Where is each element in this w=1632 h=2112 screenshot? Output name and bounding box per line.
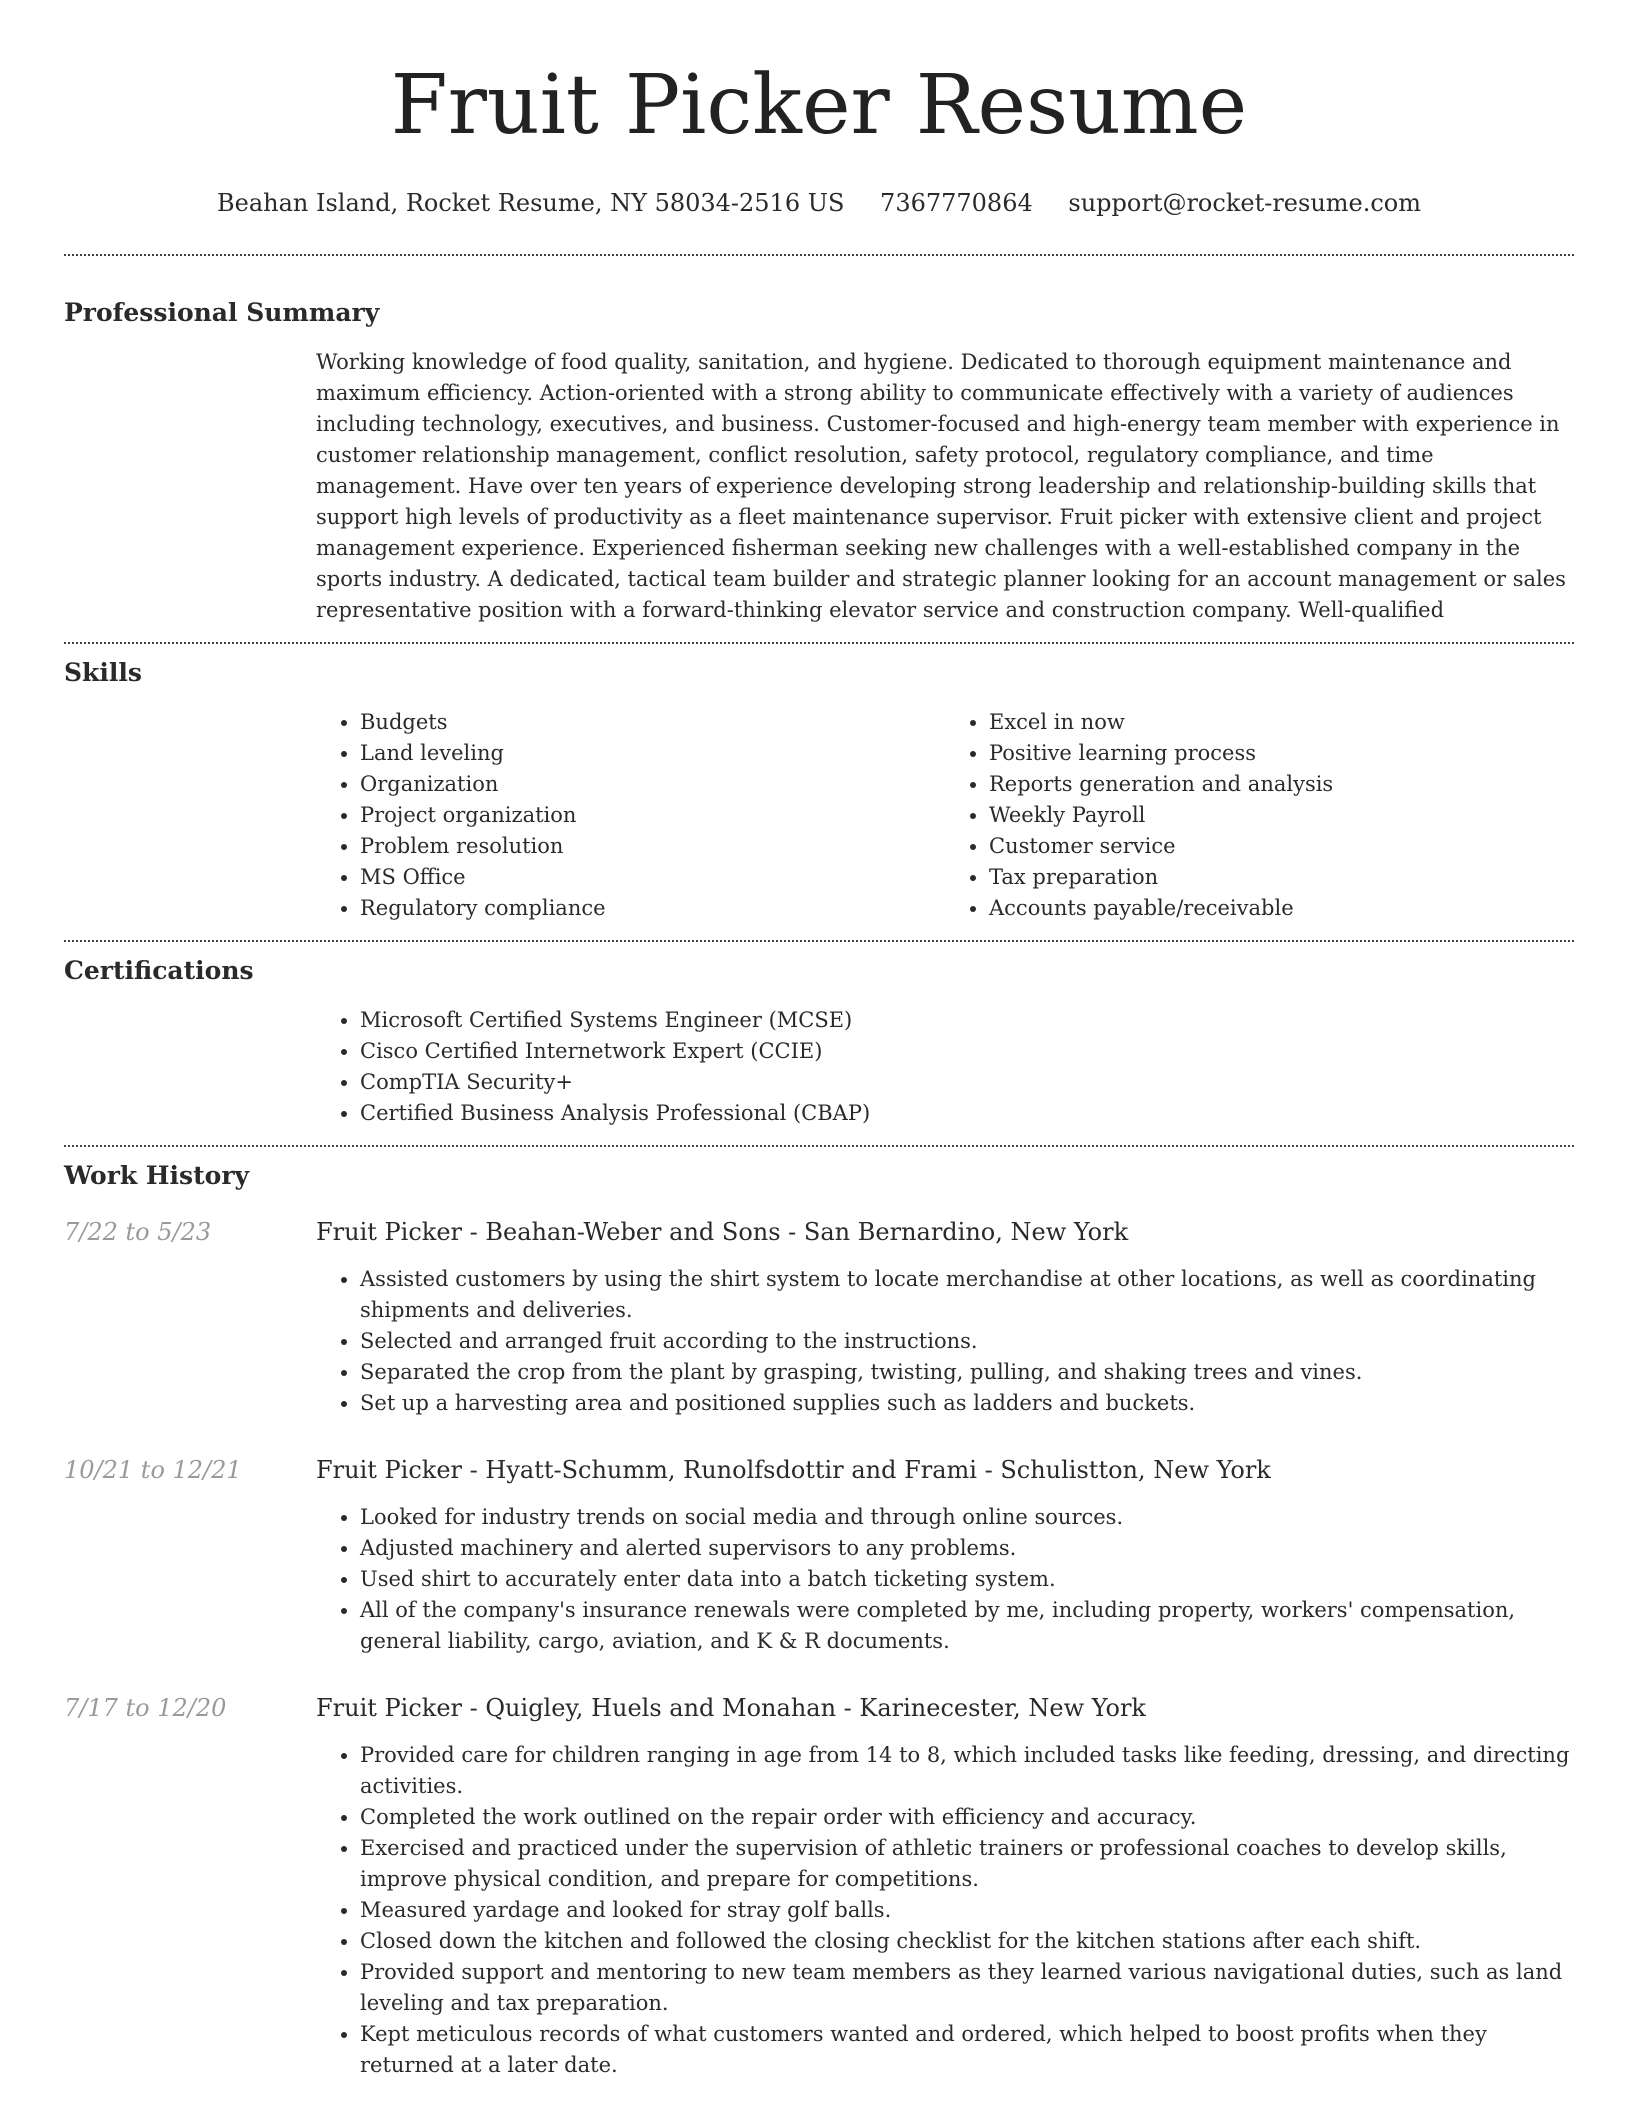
job-duties bbox=[316, 1264, 1574, 1419]
job-title: Fruit Picker - Beahan-Weber and Sons - San Bernardino, New York bbox=[316, 1218, 1129, 1246]
divider bbox=[64, 1145, 1574, 1147]
job-duties bbox=[316, 1740, 1574, 2081]
skill-item: • Excel in now bbox=[989, 707, 1574, 738]
job-title: Fruit Picker - Hyatt-Schumm, Runolfsdottir and Frami - Schulistton, New York bbox=[316, 1456, 1271, 1484]
skill-item: • MS Office bbox=[360, 862, 945, 893]
job-bullet: • Provided support and mentoring to new team members as they learned various navigational duties, such as land leveling and tax preparation. bbox=[360, 1957, 1574, 2019]
skill-item: • Problem resolution bbox=[360, 831, 945, 862]
job-dates: 7/22 to 5/23 bbox=[64, 1218, 212, 1246]
job-bullet: • Closed down the kitchen and followed the closing checklist for the kitchen stations after each shift. bbox=[360, 1926, 1574, 1957]
job-bullet: • All of the company's insurance renewals were completed by me, including property, workers' compensation, general liability, cargo, aviation, and K & R documents. bbox=[360, 1595, 1574, 1657]
job-title: Fruit Picker - Quigley, Huels and Monahan - Karinecester, New York bbox=[316, 1694, 1146, 1722]
skill-item: • Weekly Payroll bbox=[989, 800, 1574, 831]
contact-address: Beahan Island, Rocket Resume, NY 58034-2516 US bbox=[216, 189, 845, 217]
summary-heading: Professional Summary bbox=[64, 298, 380, 327]
job-bullet: • Looked for industry trends on social media and through online sources. bbox=[360, 1502, 1574, 1533]
skill-item: • Regulatory compliance bbox=[360, 893, 945, 924]
job-bullet: • Used shirt to accurately enter data into a batch ticketing system. bbox=[360, 1564, 1574, 1595]
summary-section bbox=[64, 296, 1574, 626]
job-bullet: • Adjusted machinery and alerted supervisors to any problems. bbox=[360, 1533, 1574, 1564]
job-bullet: • Measured yardage and looked for stray golf balls. bbox=[360, 1895, 1574, 1926]
skills-list-right bbox=[945, 707, 1574, 924]
divider bbox=[64, 940, 1574, 942]
resume-page bbox=[64, 0, 1574, 2081]
skill-item: • Land leveling bbox=[360, 738, 945, 769]
skills-section bbox=[64, 656, 1574, 924]
job-bullet: • Kept meticulous records of what customers wanted and ordered, which helped to boost profits when they returned at a later date. bbox=[360, 2019, 1574, 2081]
job-bullets bbox=[316, 1502, 1574, 1657]
certifications-heading: Certifications bbox=[64, 956, 254, 985]
job-bullet: • Completed the work outlined on the repair order with efficiency and accuracy. bbox=[360, 1802, 1574, 1833]
divider bbox=[64, 642, 1574, 644]
job-entry bbox=[64, 1453, 1574, 1657]
certification-item: • Cisco Certified Internetwork Expert (CCIE) bbox=[360, 1036, 1574, 1067]
job-bullet: • Set up a harvesting area and positioned supplies such as ladders and buckets. bbox=[360, 1388, 1574, 1419]
certifications-content bbox=[316, 1005, 1574, 1129]
certifications-list bbox=[316, 1005, 1574, 1129]
divider bbox=[64, 254, 1574, 256]
skill-item: • Tax preparation bbox=[989, 862, 1574, 893]
job-entry bbox=[64, 1215, 1574, 1419]
work-history-section bbox=[64, 1159, 1574, 2081]
job-header bbox=[64, 1453, 1574, 1487]
certification-item: • Certified Business Analysis Professional (CBAP) bbox=[360, 1098, 1574, 1129]
job-header bbox=[64, 1215, 1574, 1249]
certification-item: • Microsoft Certified Systems Engineer (MCSE) bbox=[360, 1005, 1574, 1036]
summary-text: Working knowledge of food quality, sanitation, and hygiene. Dedicated to thorough equipment maintenance and maximum efficiency. Action-oriented with a strong ability to communicate effectively with a variety of audiences including technology, executives, and business. Customer-focused and high-energy team member with experience in customer relationship management, conflict resolution, safety protocol, regulatory compliance, and time management. Have over ten years of experience developing strong leadership and relationship-building skills that support high levels of productivity as a fleet maintenance supervisor. Fruit picker with extensive client and project management experience. Experienced fisherman seeking new challenges with a well-established company in the sports industry. A dedicated, tactical team builder and strategic planner looking for an account management or sales representative position with a forward-thinking elevator service and construction company. Well-qualified bbox=[316, 350, 1566, 622]
job-dates: 10/21 to 12/21 bbox=[64, 1456, 242, 1484]
job-entry bbox=[64, 1691, 1574, 2081]
skill-item: • Customer service bbox=[989, 831, 1574, 862]
skill-item: • Organization bbox=[360, 769, 945, 800]
resume-title: Fruit Picker Resume bbox=[390, 58, 1248, 153]
skills-list-left bbox=[316, 707, 945, 924]
job-bullet: • Provided care for children ranging in age from 14 to 8, which included tasks like feeding, dressing, and directing activities. bbox=[360, 1740, 1574, 1802]
work-history-heading: Work History bbox=[64, 1161, 250, 1190]
job-bullet: • Selected and arranged fruit according to the instructions. bbox=[360, 1326, 1574, 1357]
skill-item: • Positive learning process bbox=[989, 738, 1574, 769]
job-bullet: • Exercised and practiced under the supervision of athletic trainers or professional coaches to develop skills, improve physical condition, and prepare for competitions. bbox=[360, 1833, 1574, 1895]
contact-phone: 7367770864 bbox=[880, 189, 1033, 217]
contact-email: support@rocket-resume.com bbox=[1068, 189, 1422, 217]
job-header bbox=[64, 1691, 1574, 1725]
job-bullets bbox=[316, 1740, 1574, 2081]
certifications-section bbox=[64, 954, 1574, 1129]
contact-line bbox=[64, 186, 1574, 220]
job-duties bbox=[316, 1502, 1574, 1657]
skill-item: • Project organization bbox=[360, 800, 945, 831]
skills-grid bbox=[316, 707, 1574, 924]
certification-item: • CompTIA Security+ bbox=[360, 1067, 1574, 1098]
skill-item: • Accounts payable/receivable bbox=[989, 893, 1574, 924]
skill-item: • Reports generation and analysis bbox=[989, 769, 1574, 800]
job-dates: 7/17 to 12/20 bbox=[64, 1694, 227, 1722]
job-bullet: • Assisted customers by using the shirt system to locate merchandise at other locations, as well as coordinating shipments and deliveries. bbox=[360, 1264, 1574, 1326]
skill-item: • Budgets bbox=[360, 707, 945, 738]
job-bullets bbox=[316, 1264, 1574, 1419]
job-bullet: • Separated the crop from the plant by grasping, twisting, pulling, and shaking trees and vines. bbox=[360, 1357, 1574, 1388]
skills-heading: Skills bbox=[64, 658, 142, 687]
